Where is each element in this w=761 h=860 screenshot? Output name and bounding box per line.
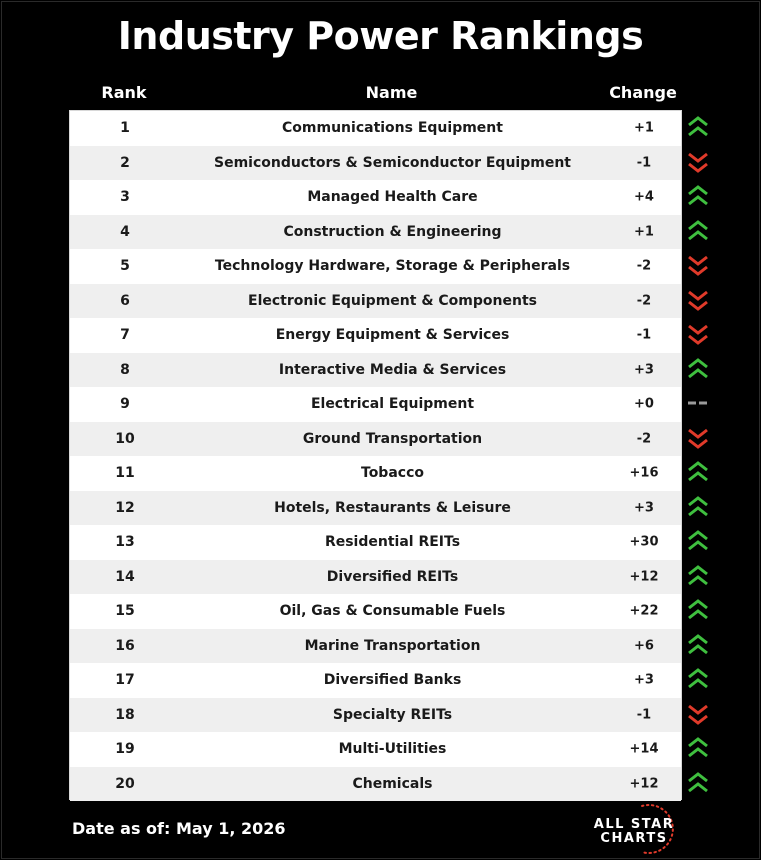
name-cell: Ground Transportation <box>302 430 483 447</box>
column-header-change: Change <box>609 83 677 102</box>
double-chevron-up-icon <box>686 352 710 387</box>
name-cell: Chemicals <box>352 775 433 792</box>
all-star-charts-logo <box>587 802 687 856</box>
name-cell: Diversified Banks <box>323 672 462 689</box>
rank-cell: 13 <box>115 534 135 551</box>
table-row <box>70 111 681 146</box>
change-cell: +3 <box>634 500 654 516</box>
double-chevron-down-icon <box>686 248 710 283</box>
table-row <box>70 284 681 319</box>
table-row <box>70 215 681 250</box>
double-chevron-up-icon <box>686 214 710 249</box>
rank-cell: 1 <box>120 120 130 137</box>
table-header <box>69 83 682 105</box>
logo-text-line1: ALL STAR <box>593 817 675 832</box>
table-row <box>70 560 681 595</box>
table-row <box>70 456 681 491</box>
name-cell: Multi-Utilities <box>338 741 447 758</box>
name-cell: Electronic Equipment & Components <box>248 292 537 309</box>
name-cell: Energy Equipment & Services <box>275 327 510 344</box>
change-cell: +30 <box>629 534 659 550</box>
rank-cell: 16 <box>115 637 135 654</box>
change-cell: -2 <box>636 293 652 309</box>
name-cell: Semiconductors & Semiconductor Equipment <box>214 154 571 171</box>
rankings-table <box>69 110 682 800</box>
change-cell: -2 <box>636 431 652 447</box>
rank-cell: 11 <box>115 465 135 482</box>
change-cell: +4 <box>634 189 654 205</box>
double-chevron-up-icon <box>686 628 710 663</box>
table-row <box>70 249 681 284</box>
name-cell: Oil, Gas & Consumable Fuels <box>279 603 506 620</box>
table-row <box>70 629 681 664</box>
double-chevron-down-icon <box>686 697 710 732</box>
double-chevron-up-icon <box>686 110 710 145</box>
change-indicators <box>686 110 710 800</box>
name-cell: Technology Hardware, Storage & Peripherals <box>214 258 571 275</box>
name-cell: Communications Equipment <box>282 120 503 137</box>
name-cell: Hotels, Restaurants & Leisure <box>274 499 511 516</box>
change-cell: +1 <box>634 224 654 240</box>
change-cell: -1 <box>636 707 652 723</box>
double-chevron-down-icon <box>686 421 710 456</box>
table-row <box>70 732 681 767</box>
rank-cell: 6 <box>120 292 130 309</box>
name-cell: Diversified REITs <box>326 568 459 585</box>
change-cell: +12 <box>629 569 659 585</box>
change-cell: -2 <box>636 258 652 274</box>
table-row <box>70 353 681 388</box>
rank-cell: 19 <box>115 741 135 758</box>
rank-cell: 10 <box>115 430 135 447</box>
change-cell: +6 <box>634 638 654 654</box>
double-chevron-up-icon <box>686 559 710 594</box>
table-row <box>70 767 681 802</box>
change-cell: -1 <box>636 327 652 343</box>
double-chevron-up-icon <box>686 179 710 214</box>
rank-cell: 20 <box>115 775 135 792</box>
name-cell: Specialty REITs <box>332 706 453 723</box>
rank-cell: 2 <box>120 154 130 171</box>
table-row <box>70 594 681 629</box>
table-row <box>70 663 681 698</box>
name-cell: Interactive Media & Services <box>278 361 507 378</box>
double-chevron-down-icon <box>686 145 710 180</box>
name-cell: Managed Health Care <box>307 189 478 206</box>
rank-cell: 8 <box>120 361 130 378</box>
date-label: Date as of: May 1, 2026 <box>72 819 286 838</box>
rank-cell: 9 <box>120 396 130 413</box>
table-row <box>70 180 681 215</box>
rank-cell: 14 <box>115 568 135 585</box>
double-chevron-up-icon <box>686 490 710 525</box>
rank-cell: 15 <box>115 603 135 620</box>
double-chevron-up-icon <box>686 593 710 628</box>
rank-cell: 4 <box>120 223 130 240</box>
name-cell: Tobacco <box>361 465 424 482</box>
table-row <box>70 387 681 422</box>
double-chevron-up-icon <box>686 766 710 801</box>
double-chevron-up-icon <box>686 662 710 697</box>
rank-cell: 12 <box>115 499 135 516</box>
double-chevron-down-icon <box>686 283 710 318</box>
double-chevron-up-icon <box>686 731 710 766</box>
double-chevron-up-icon <box>686 455 710 490</box>
change-cell: -1 <box>636 155 652 171</box>
column-header-rank: Rank <box>101 83 147 102</box>
name-cell: Residential REITs <box>324 534 461 551</box>
table-row <box>70 422 681 457</box>
logo-text-line2: CHARTS <box>600 831 668 846</box>
table-row <box>70 491 681 526</box>
change-cell: +12 <box>629 776 659 792</box>
page-title: Industry Power Rankings <box>117 14 644 58</box>
rank-cell: 17 <box>115 672 135 689</box>
change-cell: +1 <box>634 120 654 136</box>
change-cell: +14 <box>629 741 659 757</box>
name-cell: Marine Transportation <box>304 637 481 654</box>
change-cell: +3 <box>634 672 654 688</box>
change-cell: +16 <box>629 465 659 481</box>
column-header-name: Name <box>365 83 418 102</box>
table-row <box>70 318 681 353</box>
change-cell: +3 <box>634 362 654 378</box>
rank-cell: 3 <box>120 189 130 206</box>
dash-icon <box>686 386 710 421</box>
double-chevron-down-icon <box>686 317 710 352</box>
table-row <box>70 698 681 733</box>
table-row <box>70 525 681 560</box>
rank-cell: 5 <box>120 258 130 275</box>
change-cell: +0 <box>634 396 654 412</box>
name-cell: Construction & Engineering <box>283 223 502 240</box>
name-cell: Electrical Equipment <box>310 396 475 413</box>
rank-cell: 18 <box>115 706 135 723</box>
table-row <box>70 146 681 181</box>
rank-cell: 7 <box>120 327 130 344</box>
change-cell: +22 <box>629 603 659 619</box>
double-chevron-up-icon <box>686 524 710 559</box>
